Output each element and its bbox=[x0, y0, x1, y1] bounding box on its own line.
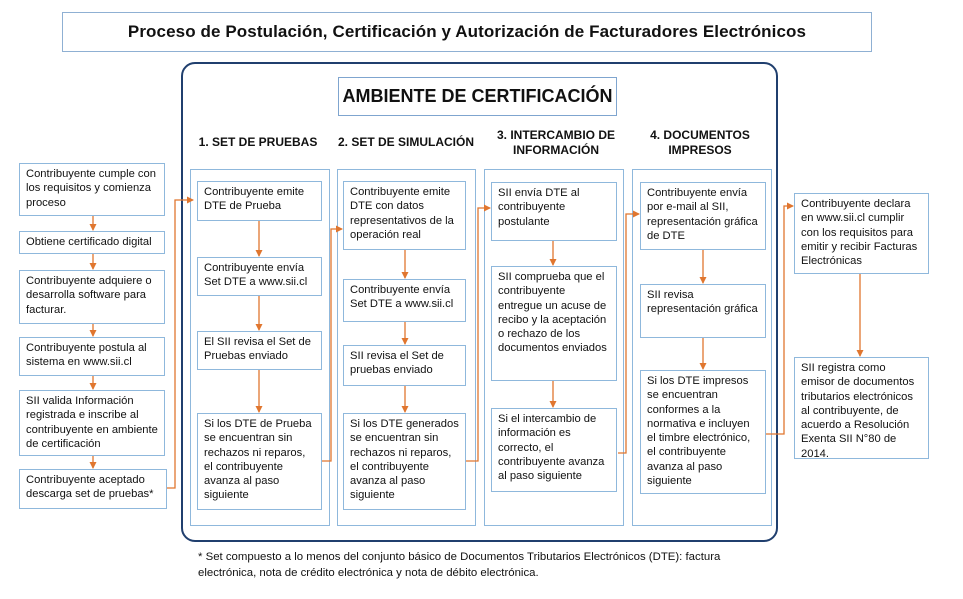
left-step-1: Contribuyente cumple con los requisitos y comienza proceso bbox=[19, 163, 165, 216]
right-step-2: SII registra como emisor de documentos tributarios electrónicos al contribuyente, de acuerdo a Resolución Exenta SII N°80 de 2014. bbox=[794, 357, 929, 459]
col1-step-1: Contribuyente emite DTE de Prueba bbox=[197, 181, 322, 221]
column-heading-documentos-impresos: 4. DOCUMENTOS IMPRESOS bbox=[650, 128, 750, 157]
col1-step-3: El SII revisa el Set de Pruebas enviado bbox=[197, 331, 322, 370]
arrow-col1-to-col2 bbox=[322, 229, 342, 461]
arrow-left-to-col1 bbox=[167, 200, 193, 488]
left-step-5: SII valida Información registrada e inscribe al contribuyente en ambiente de certificación bbox=[19, 390, 165, 456]
environment-title: AMBIENTE DE CERTIFICACIÓN bbox=[342, 86, 613, 106]
left-step-4: Contribuyente postula al sistema en www.sii.cl bbox=[19, 337, 165, 376]
column-heading-set-simulacion: 2. SET DE SIMULACIÓN bbox=[337, 135, 474, 149]
col2-step-3: SII revisa el Set de pruebas enviado bbox=[343, 345, 466, 386]
column-heading-intercambio: 3. INTERCAMBIO DE INFORMACIÓN bbox=[497, 128, 616, 157]
col4-step-1: Contribuyente envía por e-mail al SII, representación gráfica de DTE bbox=[640, 182, 766, 250]
col3-step-2: SII comprueba que el contribuyente entregue un acuse de recibo y la aceptación o rechazo de los documentos enviados bbox=[491, 266, 617, 381]
col3-step-1: SII envía DTE al contribuyente postulante bbox=[491, 182, 617, 241]
col4-step-2: SII revisa representación gráfica bbox=[640, 284, 766, 338]
main-title: Proceso de Postulación, Certificación y Autorización de Facturadores Electrónicos bbox=[127, 22, 807, 41]
footnote: * Set compuesto a lo menos del conjunto básico de Documentos Tributarios Electrónicos (DTE): factura electrónica, nota de crédito electrónica y nota de débito electrónica. bbox=[198, 551, 721, 579]
arrow-col3-to-col4 bbox=[618, 214, 639, 453]
col2-step-4: Si los DTE generados se encuentran sin rechazos ni reparos, el contribuyente avanza al paso siguiente bbox=[343, 413, 466, 510]
column-heading-set-pruebas: 1. SET DE PRUEBAS bbox=[198, 135, 318, 149]
left-step-2: Obtiene certificado digital bbox=[19, 231, 165, 254]
col4-step-3: Si los DTE impresos se encuentran conformes a la normativa e incluyen el timbre electrónico, el contribuyente avanza al paso siguiente bbox=[640, 370, 766, 494]
col3-step-3: Si el intercambio de información es correcto, el contribuyente avanza al paso siguiente bbox=[491, 408, 617, 492]
left-step-3: Contribuyente adquiere o desarrolla software para facturar. bbox=[19, 270, 165, 324]
col2-step-2: Contribuyente envía Set DTE a www.sii.cl bbox=[343, 279, 466, 322]
col1-step-2: Contribuyente envía Set DTE a www.sii.cl bbox=[197, 257, 322, 296]
col2-step-1: Contribuyente emite DTE con datos representativos de la operación real bbox=[343, 181, 466, 250]
col1-step-4: Si los DTE de Prueba se encuentran sin rechazos ni reparos, el contribuyente avanza al paso siguiente bbox=[197, 413, 322, 510]
arrow-col4-to-right bbox=[766, 206, 793, 434]
right-step-1: Contribuyente declara en www.sii.cl cumplir con los requisitos para emitir y recibir Facturas Electrónicas bbox=[794, 193, 929, 274]
arrow-col2-to-col3 bbox=[465, 208, 490, 461]
left-step-6: Contribuyente aceptado descarga set de pruebas* bbox=[19, 469, 167, 509]
